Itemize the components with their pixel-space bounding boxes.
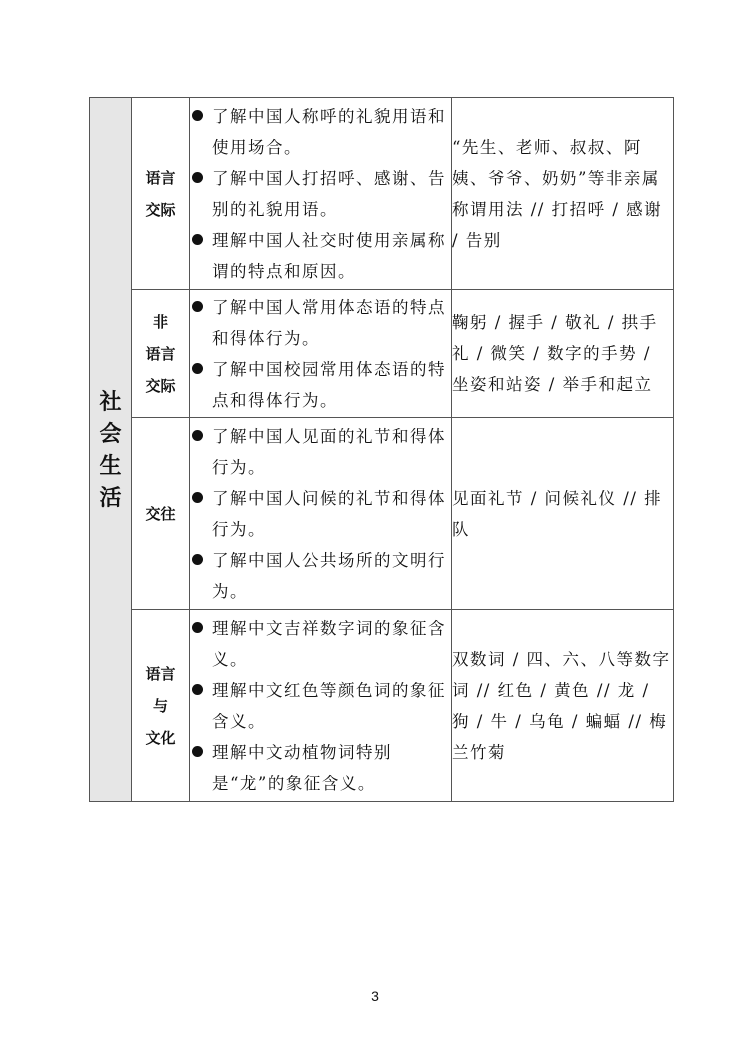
bullet-icon <box>192 301 203 312</box>
subcategory-line: 语言 <box>145 664 176 683</box>
bullet-icon <box>192 430 203 441</box>
subcategory-line: 交际 <box>145 200 176 219</box>
goal-item: 了解中国人称呼的礼貌用语和使用场合。 <box>190 101 451 163</box>
bullet-icon <box>192 172 203 183</box>
page-number: 3 <box>371 988 379 1004</box>
table-row <box>90 98 674 290</box>
goals-cell <box>190 610 452 802</box>
goals-cell <box>190 418 452 610</box>
table-row <box>90 418 674 610</box>
category-char: 会 <box>99 420 122 447</box>
examples-cell: 双数词 / 四、六、八等数字词 // 红色 / 黄色 // 龙 / 狗 / 牛 / 乌龟 / 蝙蝠 // 梅兰竹菊 <box>452 610 674 802</box>
subcategory-cell <box>132 290 190 418</box>
subcategory-line: 交际 <box>145 376 176 395</box>
goal-item: 了解中国人常用体态语的特点和得体行为。 <box>190 292 451 354</box>
table-row <box>90 290 674 418</box>
examples-cell: “先生、老师、叔叔、阿姨、爷爷、奶奶”等非亲属称谓用法 // 打招呼 / 感谢 / 告别 <box>452 98 674 290</box>
subcategory-cell <box>132 418 190 610</box>
goal-item: 了解中国人公共场所的文明行为。 <box>190 545 451 607</box>
subcategory-line: 文化 <box>145 728 176 747</box>
goal-item: 理解中文吉祥数字词的象征含义。 <box>190 613 451 675</box>
examples-cell: 鞠躬 / 握手 / 敬礼 / 拱手礼 / 微笑 / 数字的手势 / 坐姿和站姿 / 举手和起立 <box>452 290 674 418</box>
goal-item: 了解中国校园常用体态语的特点和得体行为。 <box>190 354 451 416</box>
subcategory-line: 语言 <box>145 344 176 363</box>
curriculum-table <box>89 97 674 802</box>
bullet-icon <box>192 622 203 633</box>
subcategory-line: 非 <box>152 312 168 331</box>
bullet-icon <box>192 234 203 245</box>
table-row <box>90 610 674 802</box>
goal-item: 理解中国人社交时使用亲属称谓的特点和原因。 <box>190 225 451 287</box>
goal-item: 了解中国人打招呼、感谢、告别的礼貌用语。 <box>190 163 451 225</box>
bullet-icon <box>192 492 203 503</box>
bullet-icon <box>192 684 203 695</box>
goals-cell <box>190 290 452 418</box>
bullet-icon <box>192 746 203 757</box>
goal-item: 理解中文红色等颜色词的象征含义。 <box>190 675 451 737</box>
examples-cell: 见面礼节 / 问候礼仪 // 排队 <box>452 418 674 610</box>
goals-cell <box>190 98 452 290</box>
goal-item: 了解中国人问候的礼节和得体行为。 <box>190 483 451 545</box>
subcategory-line: 与 <box>152 696 168 715</box>
category-char: 活 <box>99 484 122 511</box>
category-cell <box>90 98 132 802</box>
bullet-icon <box>192 554 203 565</box>
subcategory-cell <box>132 610 190 802</box>
bullet-icon <box>192 363 203 374</box>
bullet-icon <box>192 110 203 121</box>
subcategory-line: 语言 <box>145 168 176 187</box>
category-char: 生 <box>99 452 122 479</box>
goal-item: 理解中文动植物词特别是“龙”的象征含义。 <box>190 737 451 799</box>
subcategory-cell <box>132 98 190 290</box>
category-char: 社 <box>99 388 122 415</box>
subcategory-line: 交往 <box>145 504 176 523</box>
goal-item: 了解中国人见面的礼节和得体行为。 <box>190 421 451 483</box>
